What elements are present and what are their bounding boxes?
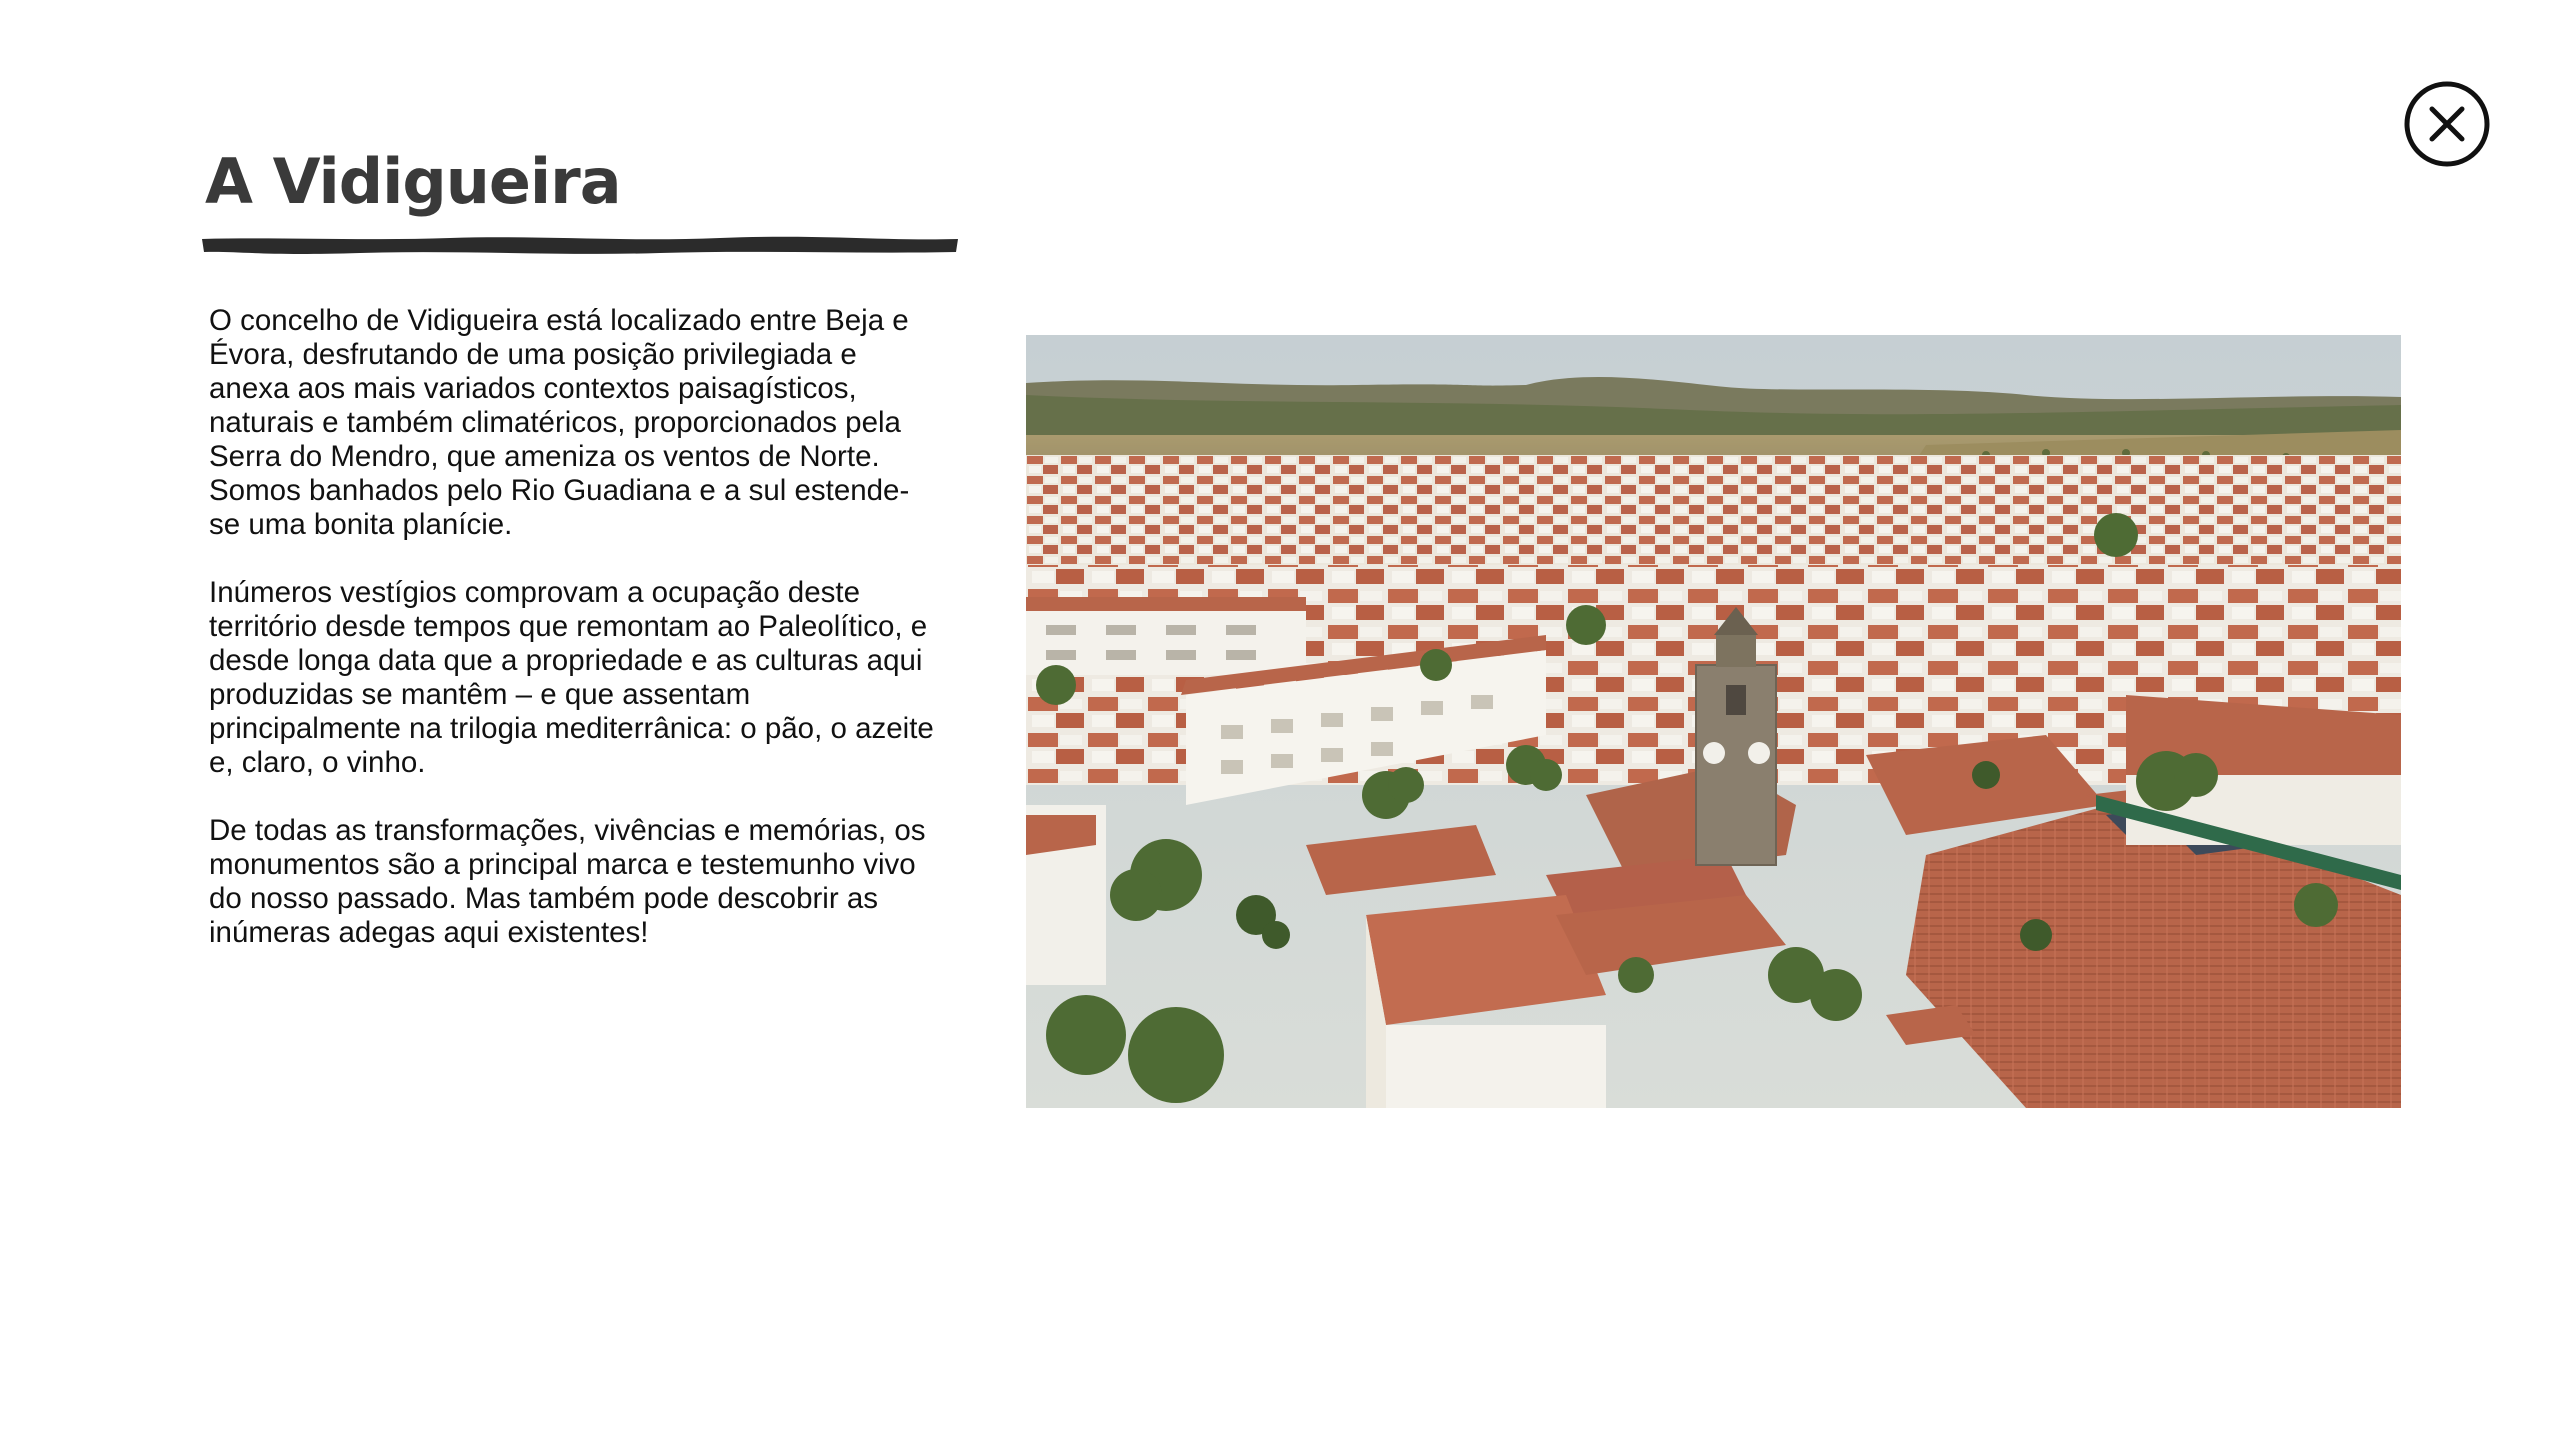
paragraph-history: Inúmeros vestígios comprovam a ocupação deste território desde tempos que remontam ao Paleolítico, e desde longa data que a propriedade e as culturas aqui produzidas se mantêm – e que assentam principalmente na trilogia mediterrânica: o pão, o azeite e, claro, o vinho. [209, 576, 934, 779]
intro-text [209, 304, 939, 984]
title-underline [200, 235, 960, 255]
paragraph-monuments: De todas as transformações, vivências e memórias, os monumentos são a principal marca e testemunho vivo do nosso passado. Mas também pode descobrir as inúmeras adegas aqui existentes! [209, 814, 926, 949]
town-aerial-photo [1026, 335, 2401, 1108]
close-button[interactable] [2403, 80, 2491, 168]
page-title: A Vidigueira [205, 145, 621, 218]
aerial-view-illustration [1026, 335, 2401, 1108]
close-circle-icon [2403, 80, 2491, 168]
paragraph-location: O concelho de Vidigueira está localizado entre Beja e Évora, desfrutando de uma posição privilegiada e anexa aos mais variados contextos paisagísticos, naturais e também climatéricos, proporcionados pela Serra do Mendro, que ameniza os ventos de Norte. Somos banhados pelo Rio Guadiana e a sul estende-se uma bonita planície. [209, 304, 910, 541]
